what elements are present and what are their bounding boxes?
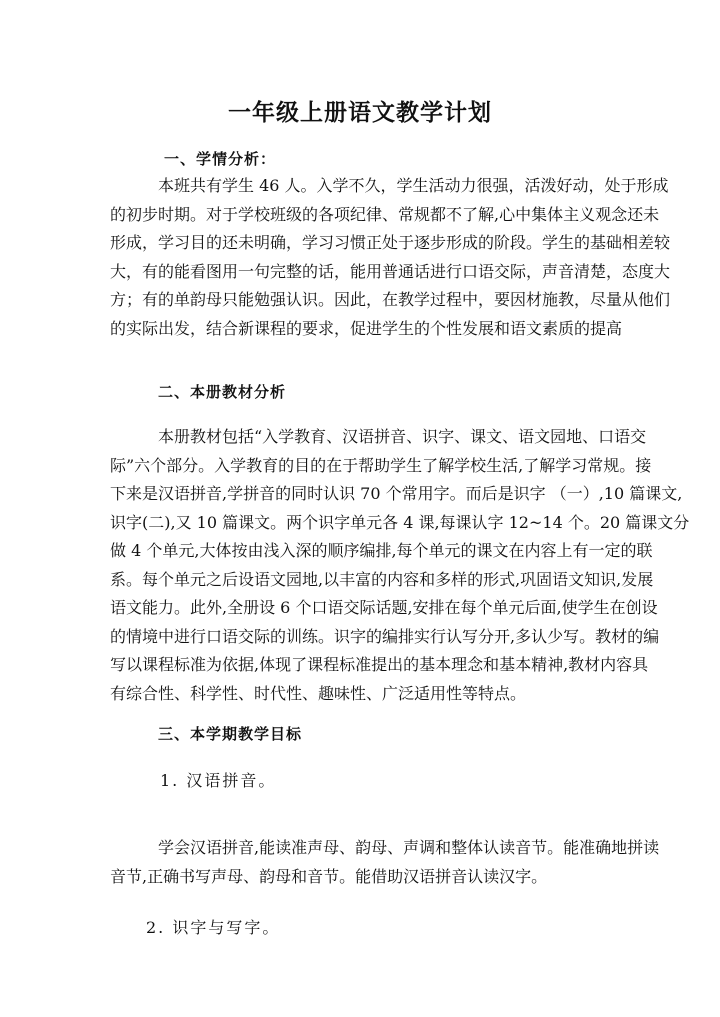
document-title: 一年级上册语文教学计划 xyxy=(228,99,492,126)
text-line: 做 4 个单元,大体按由浅入深的顺序编排,每个单元的课文在内容上有一定的联 xyxy=(110,541,653,560)
text-line: 本册教材包括“入学教育、汉语拼音、识字、课文、语文园地、口语交 xyxy=(158,427,647,446)
list-item-literacy: 2. 识字与写字。 xyxy=(146,918,281,937)
text-line: 的初步时期。对于学校班级的各项纪律、常规都不了解,心中集体主义观念还未 xyxy=(110,204,660,224)
text-line: 音节,正确书写声母、韵母和音节。能借助汉语拼音认读汉字。 xyxy=(110,866,548,886)
text-line: 写以课程标准为依据,体现了课程标准提出的基本理念和基本精神,教材内容具 xyxy=(110,655,649,674)
text-line: 际”六个部分。入学教育的目的在于帮助学生了解学校生活,了解学习常规。接 xyxy=(110,455,652,475)
section-heading-3: 三、本学期教学目标 xyxy=(158,725,303,743)
text-line: 有综合性、科学性、时代性、趣味性、广泛适用性等特点。 xyxy=(110,683,527,703)
text-line: 大，有的能看图用一句完整的话，能用普通话进行口语交际，声音清楚，态度大 xyxy=(110,261,671,281)
section-heading-2: 二、本册教材分析 xyxy=(158,383,287,401)
list-item-pinyin: 1. 汉语拼音。 xyxy=(160,771,277,790)
section-heading-1: 一、学情分析： xyxy=(164,150,277,168)
text-line: 本班共有学生 46 人。入学不久，学生活动力很强，活泼好动，处于形成 xyxy=(158,176,669,195)
text-line: 系。每个单元之后设语文园地,以丰富的内容和多样的形式,巩固语文知识,发展 xyxy=(110,569,654,589)
paragraph-3 xyxy=(110,834,660,891)
paragraph-2 xyxy=(110,423,690,708)
text-line: 的实际出发，结合新课程的要求，促进学生的个性发展和语文素质的提高 xyxy=(110,318,623,338)
text-line: 语文能力。此外,全册设 6 个口语交际话题,安排在每个单元后面,使学生在创设 xyxy=(110,598,658,617)
text-line: 方；有的单韵母只能勉强认识。因此，在教学过程中，要因材施教，尽量从他们 xyxy=(110,290,671,309)
text-line: 下来是汉语拼音,学拼音的同时认识 70 个常用字。而后是识字 （一）,10 篇课文, xyxy=(110,484,683,503)
text-line: 的情境中进行口语交际的训练。识字的编排实行认写分开,多认少写。教材的编 xyxy=(110,626,660,646)
text-line: 识字(二),又 10 篇课文。两个识字单元各 4 课,每课认字 12~14 个。20 篇课文分 xyxy=(110,512,690,532)
text-line: 形成，学习目的还未明确，学习习惯正处于逐步形成的阶段。学生的基础相差较 xyxy=(110,233,671,252)
paragraph-1 xyxy=(110,172,671,343)
text-line: 学会汉语拼音,能读准声母、韵母、声调和整体认读音节。能准确地拼读 xyxy=(158,838,660,857)
